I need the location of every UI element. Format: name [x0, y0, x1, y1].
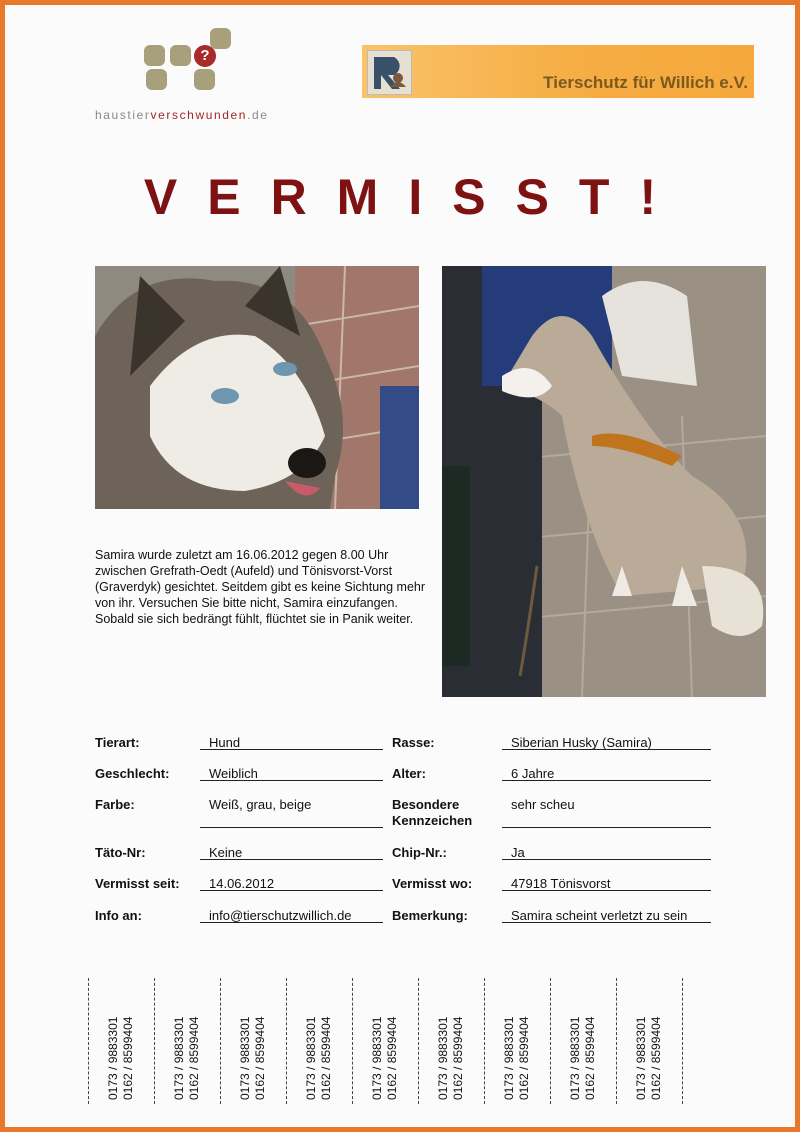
tierart-value: Hund — [209, 735, 241, 750]
cut-line — [220, 978, 221, 1104]
vermisst-seit-label: Vermisst seit: — [95, 876, 180, 891]
tear-off-phone-2: 0162 / 8599404 — [517, 1016, 531, 1100]
chip-underline — [502, 859, 711, 860]
rasse-underline — [502, 749, 711, 750]
bemerkung-label: Bemerkung: — [392, 908, 468, 923]
cut-line — [550, 978, 551, 1104]
vermisst-seit-value: 14.06.2012 — [209, 876, 275, 891]
farbe-label: Farbe: — [95, 797, 135, 812]
taeto-value: Keine — [209, 845, 243, 860]
headline: VERMISST! — [143, 169, 687, 225]
tear-off-phone-2: 0162 / 8599404 — [253, 1016, 267, 1100]
bemerkung-underline — [502, 922, 711, 923]
tear-off-strip[interactable] — [431, 980, 471, 1100]
org-logo-icon — [367, 50, 412, 95]
alter-label: Alter: — [392, 766, 426, 781]
info-label: Info an: — [95, 908, 142, 923]
tear-off-phone-2: 0162 / 8599404 — [319, 1016, 333, 1100]
cut-line — [616, 978, 617, 1104]
taeto-label: Täto-Nr: — [95, 845, 146, 860]
tear-off-strip[interactable] — [629, 980, 669, 1100]
tear-off-strip[interactable] — [167, 980, 207, 1100]
site-name: haustierverschwunden.de — [95, 108, 269, 122]
tear-off-phone-1: 0173 / 9883301 — [502, 1016, 516, 1100]
cut-line — [286, 978, 287, 1104]
alter-underline — [502, 780, 711, 781]
kennzeichen-label: Besondere Kennzeichen — [392, 797, 473, 828]
tear-off-phone-1: 0173 / 9883301 — [568, 1016, 582, 1100]
tear-off-phone-2: 0162 / 8599404 — [187, 1016, 201, 1100]
chip-label: Chip-Nr.: — [392, 845, 447, 860]
cut-line — [484, 978, 485, 1104]
farbe-underline — [200, 827, 383, 828]
tierart-label: Tierart: — [95, 735, 140, 750]
tear-off-phone-2: 0162 / 8599404 — [451, 1016, 465, 1100]
alter-value: 6 Jahre — [511, 766, 555, 781]
cut-line — [154, 978, 155, 1104]
tear-off-phone-2: 0162 / 8599404 — [121, 1016, 135, 1100]
geschlecht-value: Weiblich — [209, 766, 258, 781]
cut-line — [418, 978, 419, 1104]
tear-off-phone-1: 0173 / 9883301 — [634, 1016, 648, 1100]
question-mark-icon: ? — [194, 45, 216, 67]
dog-photo-sitting — [442, 266, 766, 697]
tear-off-strip[interactable] — [299, 980, 339, 1100]
bemerkung-value: Samira scheint verletzt zu sein — [511, 908, 688, 923]
farbe-value: Weiß, grau, beige — [209, 797, 312, 812]
vermisst-seit-underline — [200, 890, 383, 891]
tear-off-phone-2: 0162 / 8599404 — [583, 1016, 597, 1100]
geschlecht-underline — [200, 780, 383, 781]
rasse-value: Siberian Husky (Samira) — [511, 735, 652, 750]
chip-value: Ja — [511, 845, 525, 860]
tear-off-phone-1: 0173 / 9883301 — [304, 1016, 318, 1100]
geschlecht-label: Geschlecht: — [95, 766, 170, 781]
rasse-label: Rasse: — [392, 735, 435, 750]
cut-line — [682, 978, 683, 1104]
tear-off-strip[interactable] — [233, 980, 273, 1100]
info-value: info@tierschutzwillich.de — [209, 908, 352, 923]
tear-off-strip[interactable] — [365, 980, 405, 1100]
org-banner — [362, 45, 754, 98]
haustierverschwunden-logo — [140, 26, 240, 92]
tear-off-phone-2: 0162 / 8599404 — [385, 1016, 399, 1100]
dog-photo-closeup — [95, 266, 419, 509]
tear-off-strip[interactable] — [497, 980, 537, 1100]
tierart-underline — [200, 749, 383, 750]
cut-line — [88, 978, 89, 1104]
taeto-underline — [200, 859, 383, 860]
tear-off-phone-2: 0162 / 8599404 — [649, 1016, 663, 1100]
vermisst-wo-value: 47918 Tönisvorst — [511, 876, 611, 891]
tear-off-phone-1: 0173 / 9883301 — [106, 1016, 120, 1100]
vermisst-wo-underline — [502, 890, 711, 891]
description-text: Samira wurde zuletzt am 16.06.2012 gegen 8.00 Uhr zwischen Grefrath-Oedt (Aufeld) und Tönisvorst-Vorst (Graverdyk) gesichtet. Seitdem gibt es keine Sichtung mehr von ihr. Versuchen Sie bitte nicht, Samira einzufangen. Sobald sie sich bedrängt fühlt, flüchtet sie in Panik weiter. — [95, 548, 426, 626]
cut-line — [352, 978, 353, 1104]
kennzeichen-underline — [502, 827, 711, 828]
tear-off-phone-1: 0173 / 9883301 — [370, 1016, 384, 1100]
vermisst-wo-label: Vermisst wo: — [392, 876, 473, 891]
tear-off-phone-1: 0173 / 9883301 — [238, 1016, 252, 1100]
tear-off-strip[interactable] — [101, 980, 141, 1100]
tear-off-strip[interactable] — [563, 980, 603, 1100]
tear-off-phone-1: 0173 / 9883301 — [172, 1016, 186, 1100]
org-name: Tierschutz für Willich e.V. — [543, 73, 748, 92]
kennzeichen-value: sehr scheu — [511, 797, 575, 812]
tear-off-phone-1: 0173 / 9883301 — [436, 1016, 450, 1100]
info-underline — [200, 922, 383, 923]
